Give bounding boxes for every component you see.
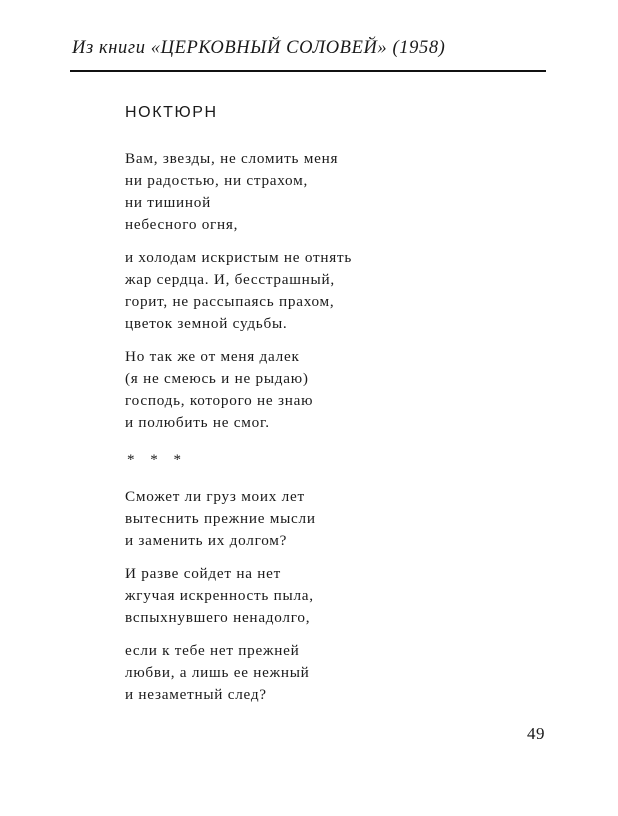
poem-line: господь, которого не знаю: [125, 392, 314, 409]
stanza: [125, 640, 316, 706]
poem-line: Но так же от меня далек: [125, 348, 300, 365]
page-number: 49: [527, 724, 545, 743]
poem-line: цветок земной судьбы.: [125, 315, 288, 332]
running-header: Из книги «ЦЕРКОВНЫЙ СОЛОВЕЙ» (1958): [72, 38, 446, 58]
poem-line: и полюбить не смог.: [125, 414, 270, 431]
poem-line: И разве сойдет на нет: [125, 565, 282, 582]
poem-line: ни радостью, ни страхом,: [125, 172, 309, 189]
poem-line: горит, не рассыпаясь прахом,: [125, 293, 335, 310]
poem-line: вытеснить прежние мысли: [125, 510, 316, 527]
poem-line: и незаметный след?: [125, 686, 267, 703]
stanza: [125, 486, 316, 552]
poem-line: любви, а лишь ее нежный: [125, 664, 310, 681]
section-divider: * * *: [127, 452, 187, 468]
poem-line: жгучая искренность пыла,: [125, 587, 314, 604]
poem-line: (я не смеюсь и не рыдаю): [125, 370, 309, 387]
poem-untitled: [125, 486, 316, 706]
poem-line: небесного огня,: [125, 216, 239, 233]
poem-line: и заменить их долгом?: [125, 532, 288, 549]
stanza: [125, 346, 352, 434]
poem-line: жар сердца. И, бесстрашный,: [125, 271, 335, 288]
poem-nocturne: [125, 148, 352, 434]
poem-line: Сможет ли груз моих лет: [125, 488, 305, 505]
poem-line: если к тебе нет прежней: [125, 642, 300, 659]
poem-line: Вам, звезды, не сломить меня: [125, 150, 339, 167]
stanza: [125, 148, 352, 236]
header-rule: [70, 70, 546, 72]
poem-title: НОКТЮРН: [125, 104, 218, 121]
stanza: [125, 563, 316, 629]
poem-line: вспыхнувшего ненадолго,: [125, 609, 311, 626]
poem-line: ни тишиной: [125, 194, 211, 211]
stanza: [125, 247, 352, 335]
poem-line: и холодам искристым не отнять: [125, 249, 353, 266]
